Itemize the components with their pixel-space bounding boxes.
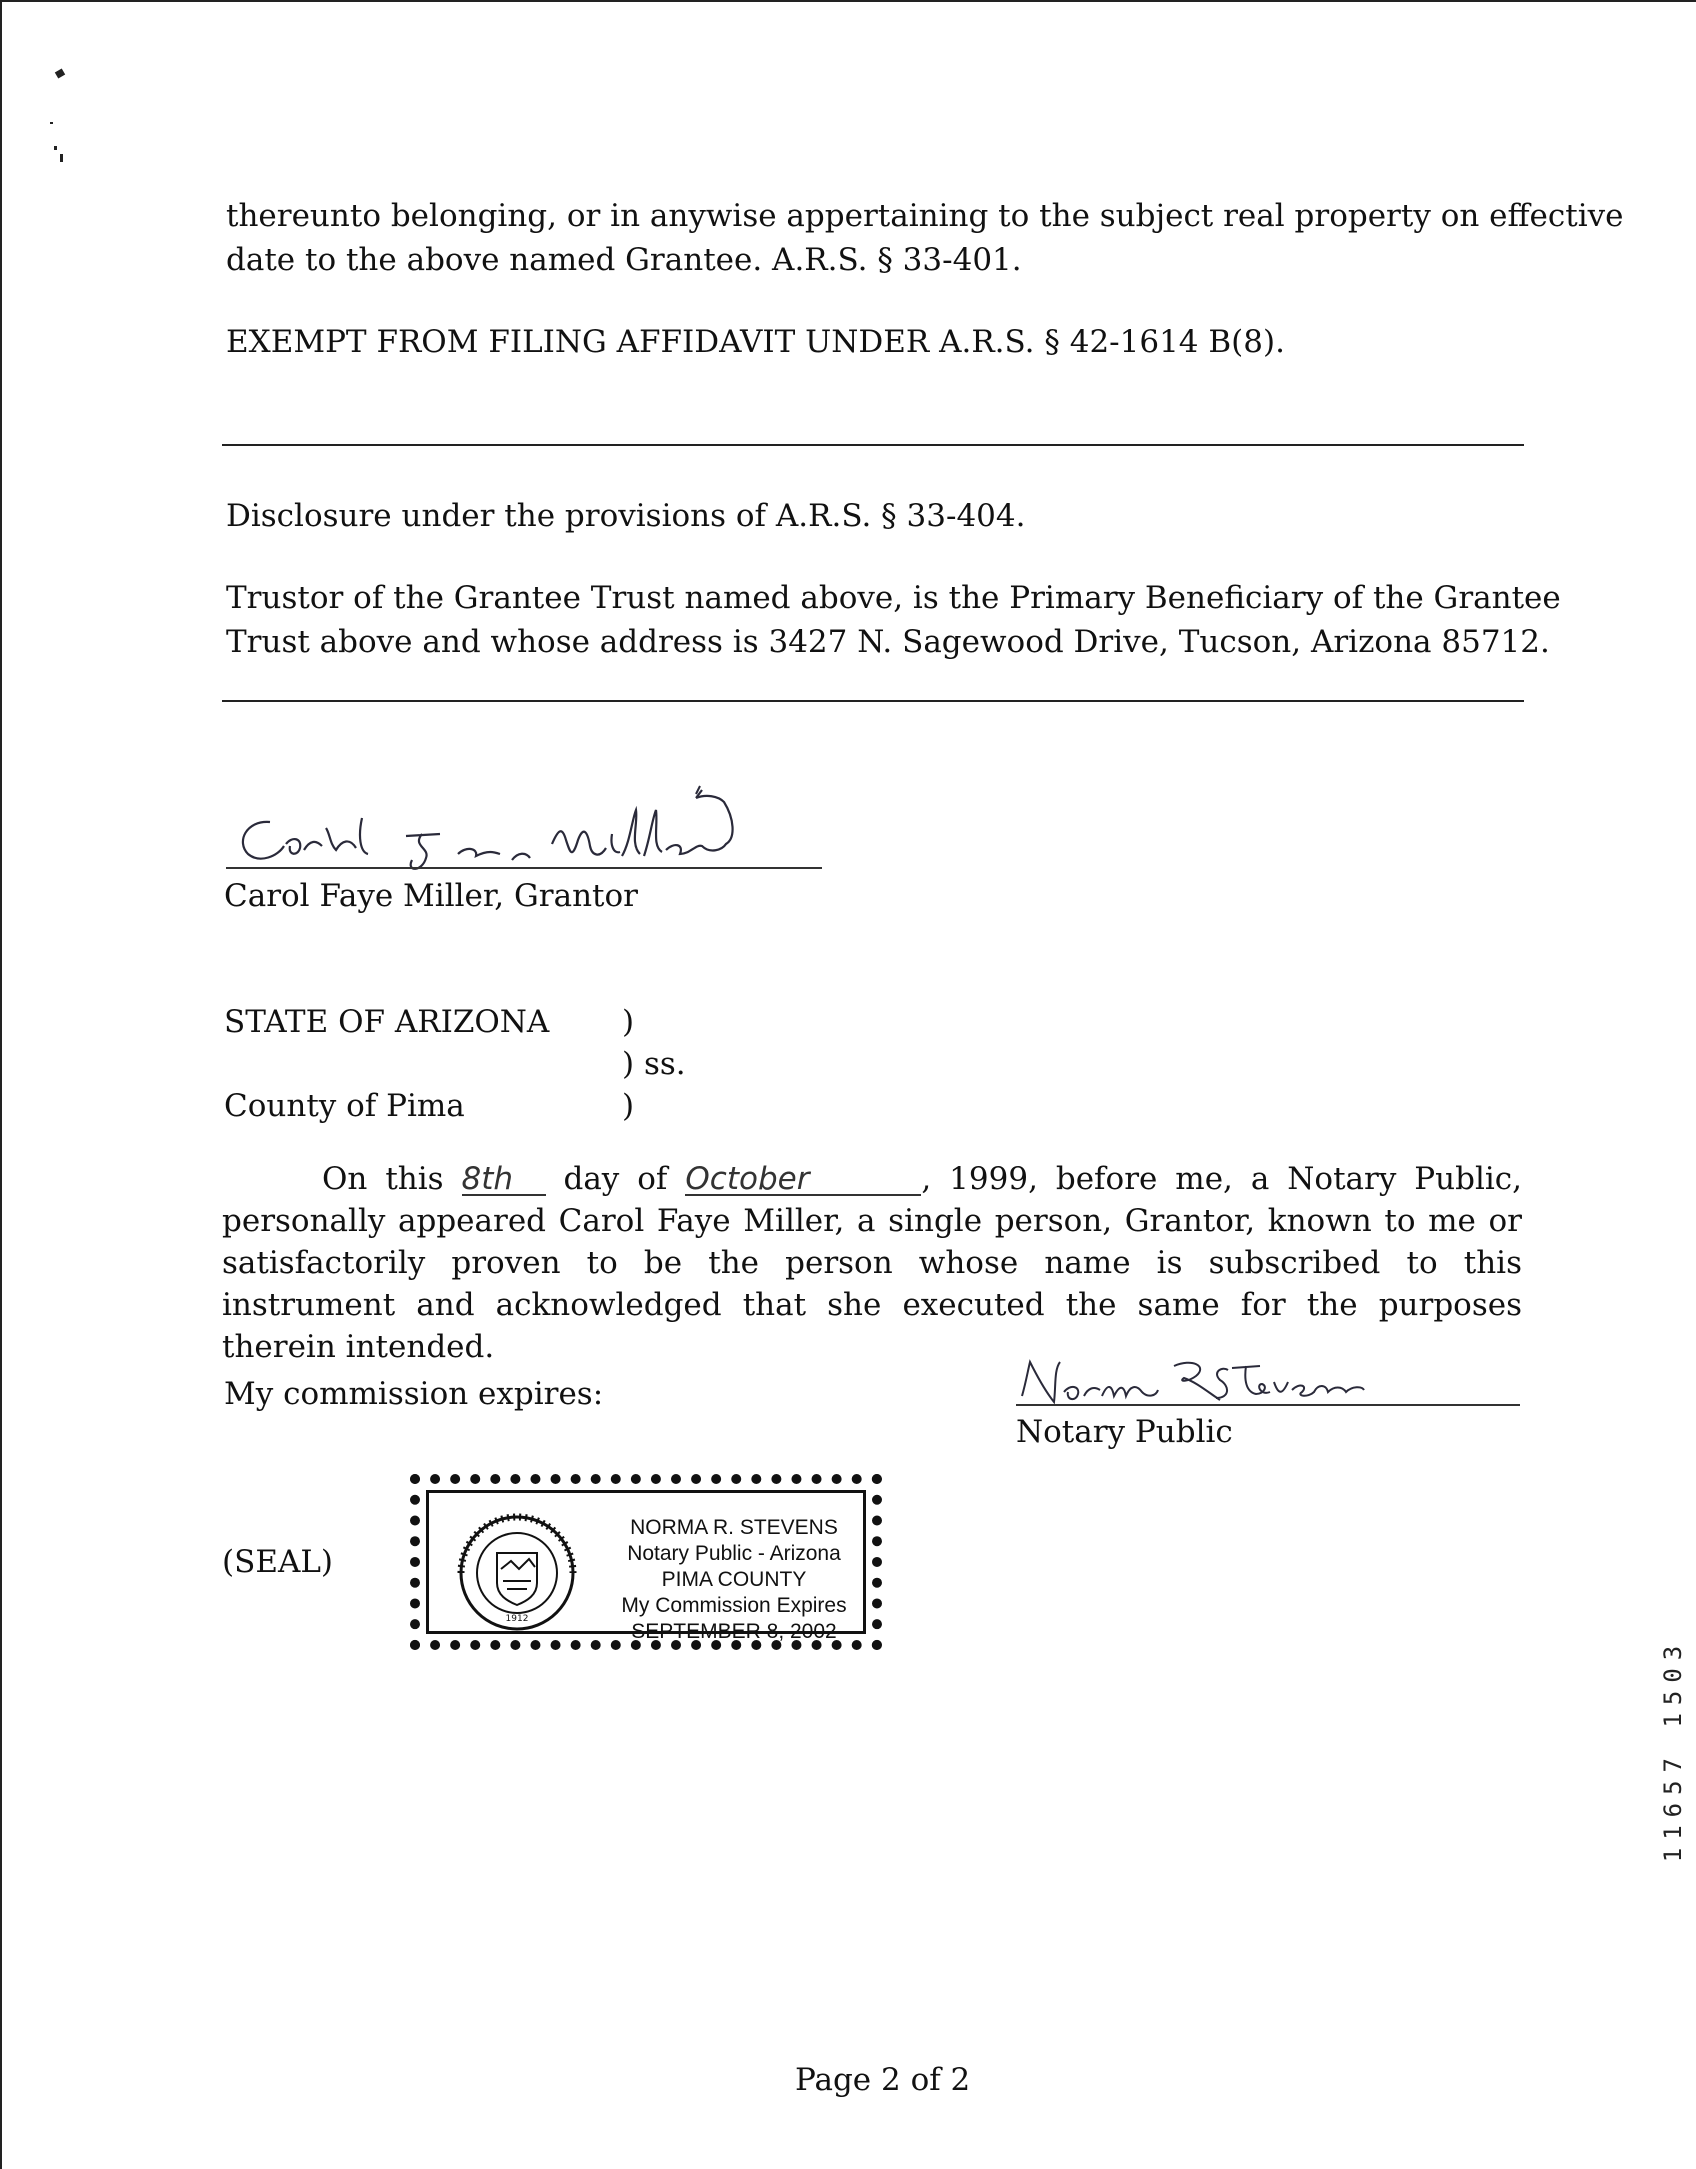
page-top-edge <box>0 0 1696 2</box>
seal-line-name: NORMA R. STEVENS <box>630 1516 838 1539</box>
ack-day-handwritten: 8th <box>462 1164 546 1196</box>
ack-rest: personally appeared Carol Faye Miller, a single person, Grantor, known to me or satisfactorily proven to be the person whose name is subscribed to this instrument and acknowledged that she executed the same for the purposes therein intended. <box>222 1203 1522 1365</box>
recording-number-stamp <box>1660 1580 1686 1920</box>
exempt-statement: EXEMPT FROM FILING AFFIDAVIT UNDER A.R.S. § 42-1614 B(8). <box>226 324 1285 360</box>
ack-day-of: day of <box>563 1161 668 1197</box>
ack-month-handwritten: October <box>685 1164 921 1196</box>
disclosure-statement: Disclosure under the provisions of A.R.S. § 33-404. <box>226 498 1026 534</box>
notary-label: Notary Public <box>1016 1414 1233 1450</box>
arizona-state-seal-icon <box>457 1513 577 1633</box>
venue-paren-top: ) <box>622 1004 635 1040</box>
notary-signature-line <box>1016 1404 1520 1406</box>
scan-speck <box>55 68 65 78</box>
ack-rest-line-1: , 1999, before me, a Notary Public, <box>921 1161 1522 1197</box>
page-left-edge <box>0 0 2 2169</box>
trustor-line-2: Trust above and whose address is 3427 N. Sagewood Drive, Tucson, Arizona 85712. <box>226 624 1550 660</box>
notary-signature <box>1016 1352 1436 1410</box>
seal-line-expires-date: SEPTEMBER 8, 2002 <box>631 1620 837 1643</box>
venue-paren-bottom: ) <box>622 1088 635 1124</box>
grantor-signature <box>226 780 856 880</box>
scan-speck <box>60 154 63 162</box>
grantor-label: Carol Faye Miller, Grantor <box>224 878 638 914</box>
seal-label: (SEAL) <box>222 1544 334 1580</box>
ack-on-this: On this <box>322 1161 444 1197</box>
notary-seal-text <box>589 1515 879 1645</box>
seal-line-title: Notary Public - Arizona <box>627 1542 841 1565</box>
scan-speck <box>54 146 57 150</box>
commission-expires-label: My commission expires: <box>224 1376 604 1412</box>
seal-line-county: PIMA COUNTY <box>661 1568 807 1591</box>
seal-line-expires-label: My Commission Expires <box>621 1594 847 1617</box>
body-line-2: date to the above named Grantee. A.R.S. § 33-401. <box>226 242 1022 278</box>
scan-speck <box>50 122 53 124</box>
venue-state: STATE OF ARIZONA <box>224 1004 550 1040</box>
notary-seal-stamp <box>410 1474 882 1650</box>
acknowledgment-paragraph <box>222 1158 1522 1368</box>
page-number: Page 2 of 2 <box>795 2062 971 2098</box>
grantor-signature-line <box>226 867 822 869</box>
venue-ss: ) ss. <box>622 1046 686 1082</box>
divider-rule <box>222 444 1524 446</box>
trustor-line-1: Trustor of the Grantee Trust named above, is the Primary Beneficiary of the Grantee <box>226 580 1561 616</box>
body-line-1: thereunto belonging, or in anywise appertaining to the subject real property on effective <box>226 198 1624 234</box>
notary-seal-border <box>426 1490 866 1643</box>
recording-number-text: 11657 1503 <box>1659 1637 1687 1863</box>
divider-rule <box>222 700 1524 702</box>
venue-county: County of Pima <box>224 1088 465 1124</box>
seal-emblem-year: 1912 <box>505 1614 529 1624</box>
